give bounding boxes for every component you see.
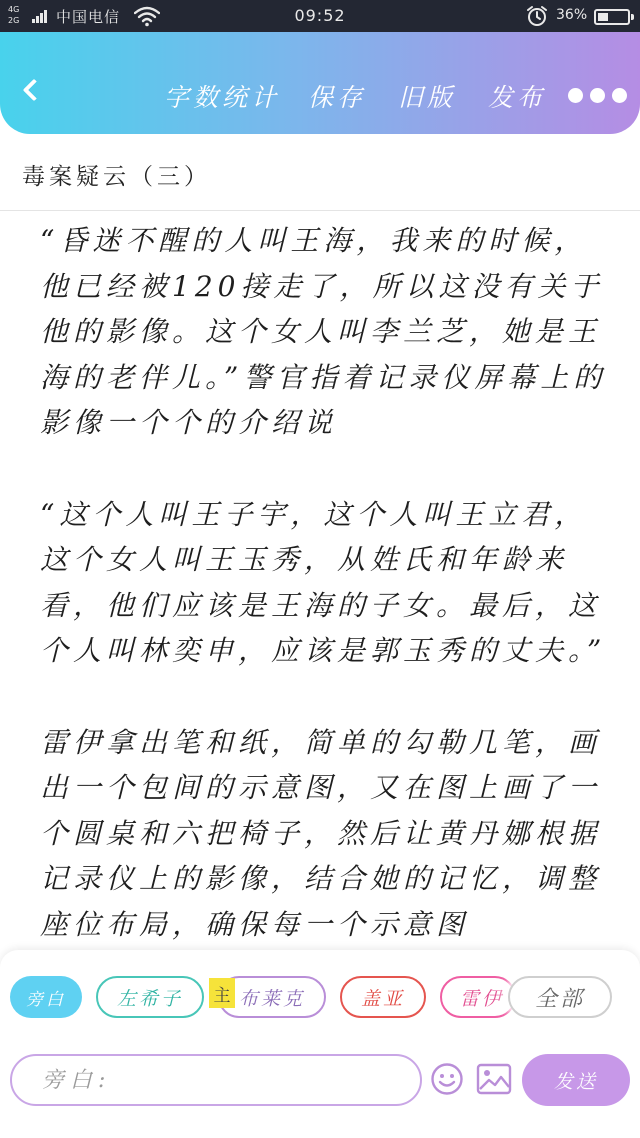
message-input[interactable] <box>10 1054 422 1106</box>
emoji-icon[interactable] <box>430 1062 464 1096</box>
more-dots-icon[interactable] <box>568 88 628 104</box>
role-chip-blake[interactable]: 布莱克 <box>218 976 326 1018</box>
alarm-icon <box>526 5 548 27</box>
battery-icon <box>594 9 630 25</box>
paragraph: “这个人叫王子宇，这个人叫王立君，这个女人叫王玉秀，从姓氏和年龄来看，他们应该是王海的子女。最后，这个人叫林奕申，应该是郭玉秀的丈夫。” <box>40 497 607 667</box>
story-content[interactable] <box>40 218 608 946</box>
editor-header <box>0 32 640 134</box>
paragraph: 雷伊拿出笔和纸，简单的勾勒几笔，画出一个包间的示意图，又在图上画了一个圆桌和六把椅子，然后让黄丹娜根据记录仪上的影像，结合她的记忆，调整座位布局，确保每一个示意图 <box>40 725 602 941</box>
role-chip-gaia[interactable]: 盖亚 <box>340 976 426 1018</box>
paragraph: “昏迷不醒的人叫王海，我来的时候，他已经被120接走了，所以这没有关于他的影像。这个女人叫李兰芝，她是王海的老伴儿。”警官指着记录仪屏幕上的影像一个个的介绍说 <box>40 224 607 439</box>
composer-panel <box>0 950 640 1138</box>
old-version-button[interactable]: 旧版 <box>398 83 457 112</box>
battery-level <box>598 13 608 21</box>
image-icon[interactable] <box>476 1063 512 1095</box>
save-button[interactable]: 保存 <box>308 83 367 112</box>
send-button[interactable]: 发送 <box>522 1054 630 1106</box>
carrier-name: 中国电信 <box>56 8 121 26</box>
chevron-left-icon <box>23 79 46 102</box>
battery-percent: 36% <box>556 7 588 23</box>
network-type: 4G 2G <box>8 5 20 25</box>
clock: 09:52 <box>294 6 346 25</box>
back-button[interactable] <box>14 74 50 110</box>
status-bar <box>0 0 640 32</box>
role-chip-narrator[interactable]: 旁白 <box>10 976 82 1018</box>
role-chip-zuo-xizi[interactable]: 左希子 <box>96 976 204 1018</box>
main-role-badge: 主 <box>209 978 235 1008</box>
divider <box>0 210 640 211</box>
word-count-button[interactable]: 字数统计 <box>164 83 281 112</box>
all-roles-button[interactable]: 全部 <box>508 976 612 1018</box>
role-chip-leiyi[interactable]: 雷伊 <box>440 976 516 1018</box>
document-title[interactable]: 毒案疑云（三） <box>22 164 211 190</box>
publish-button[interactable]: 发布 <box>488 83 547 112</box>
